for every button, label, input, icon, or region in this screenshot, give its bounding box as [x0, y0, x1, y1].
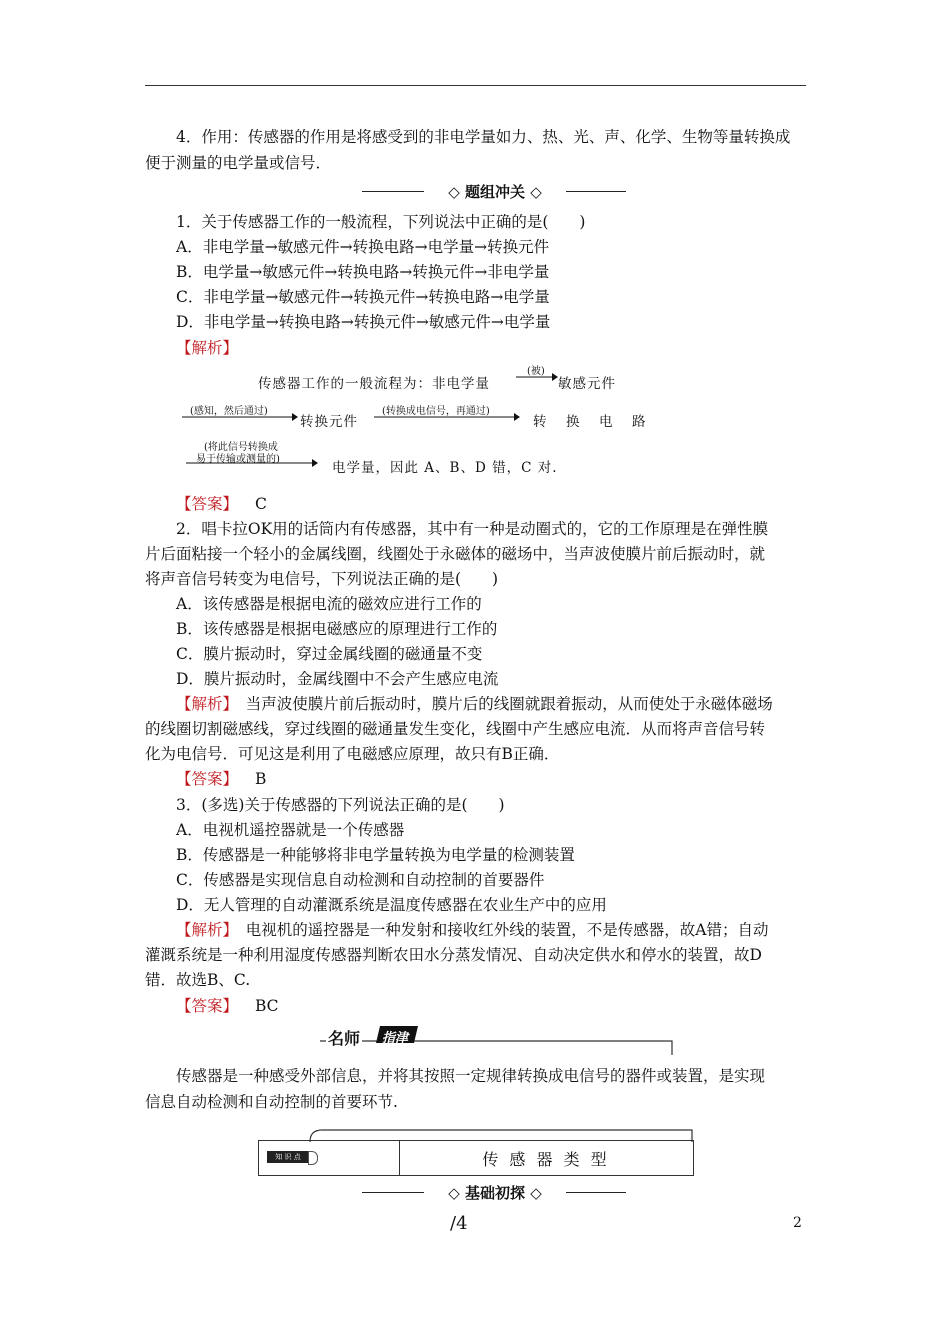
q3-option-a: A．电视机遥控器就是一个传感器: [176, 821, 405, 839]
p4-line2: 便于测量的电学量或信号．: [145, 154, 332, 172]
teacher-tip-banner: [318, 1023, 678, 1057]
q2-option-d: D．膜片振动时，金属线圈中不会产生感应电流: [176, 670, 499, 688]
flow-arrow-2: [182, 410, 298, 424]
tip-label-2: 指津: [382, 1031, 409, 1046]
flow-line1-text: 传感器工作的一般流程为：非电学量: [258, 376, 490, 392]
q2-analysis-label: 【解析】: [176, 695, 231, 713]
q1-answer-label: 【答案】: [176, 495, 239, 513]
flow-line2-end: 转 换 电 路: [533, 414, 649, 430]
q2-analysis-line1: [176, 694, 773, 714]
q3-analysis-label: 【解析】: [176, 921, 231, 939]
p4-line1: 4．作用：传感器的作用是将感受到的非电学量如力、热、光、声、化学、生物等量转换成: [176, 128, 791, 146]
q1-answer-value: C: [254, 495, 267, 513]
q3-option-c: C．传感器是实现信息自动检测和自动控制的首要器件: [176, 871, 545, 889]
q2-stem-line2: 片后面粘接一个轻小的金属线圈，线圈处于永磁体的磁场中，当声波使膜片前后振动时，就: [145, 545, 766, 563]
flow-line2-mid: 转换元件: [300, 414, 358, 430]
section-title-2: ◇ 基础初探 ◇: [448, 1184, 542, 1202]
q3-answer-label: 【答案】: [176, 997, 239, 1015]
tip-line1: 传感器是一种感受外部信息，并将其按照一定规律转换成电信号的器件或装置，是实现: [176, 1067, 766, 1085]
knowledge-box: [258, 1140, 694, 1176]
q3-analysis-line2: 灌溉系统是一种利用湿度传感器判断农田水分蒸发情况、自动决定供水和停水的装置，故D: [145, 946, 762, 964]
q3-stem: 3．(多选)关于传感器的下列说法正确的是( ): [176, 796, 505, 814]
q2-answer: [176, 769, 266, 789]
footer-page-number: 2: [793, 1215, 802, 1231]
flow-line1-end: 敏感元件: [558, 376, 616, 392]
flow-line3-note-b: 易于传输或测量的): [196, 454, 280, 465]
tag-tab-icon: [308, 1151, 318, 1165]
q3-analysis-line3: 错．故选B、C.: [145, 971, 251, 989]
tip-line2: 信息自动检测和自动控制的首要环节.: [145, 1093, 398, 1111]
section-heading-practice: [362, 181, 626, 203]
q3-option-b: B．传感器是一种能够将非电学量转换为电学量的检测装置: [176, 846, 575, 864]
flow-line1-note: (被): [527, 366, 545, 377]
q1-option-c: C．非电学量→敏感元件→转换元件→转换电路→电学量: [176, 288, 550, 306]
q1-answer: [176, 494, 267, 514]
flow-line3-end: 电学量，因此 A、B、D 错，C 对.: [332, 460, 558, 476]
q1-option-a: A．非电学量→敏感元件→转换电路→电学量→转换元件: [176, 238, 550, 256]
q3-analysis-text1: 电视机的遥控器是一种发射和接收红外线的装置，不是传感器，故A错；自动: [230, 921, 769, 939]
q3-answer: [176, 996, 279, 1016]
knowledge-tag: 知 识 点: [267, 1151, 309, 1163]
q1-option-b: B．电学量→敏感元件→转换电路→转换元件→非电学量: [176, 263, 550, 281]
q2-answer-value: B: [254, 770, 267, 788]
flow-line2-note1: (感知，然后通过): [190, 406, 268, 417]
section-title: ◇ 题组冲关 ◇: [448, 183, 542, 201]
q2-analysis-line3: 化为电信号．可见这是利用了电磁感应原理，故只有B正确．: [145, 745, 560, 763]
banner-frame: [318, 1023, 678, 1057]
knowledge-tag-cell: [259, 1141, 400, 1175]
q2-option-a: A．该传感器是根据电流的磁效应进行工作的: [176, 595, 482, 613]
q1-option-d: D．非电学量→转换电路→转换元件→敏感元件→电学量: [176, 313, 551, 331]
header-rule: [145, 85, 806, 86]
q2-stem-line3: 将声音信号转变为电信号，下列说法正确的是( ): [145, 570, 499, 588]
q3-option-d: D．无人管理的自动灌溉系统是温度传感器在农业生产中的应用: [176, 896, 607, 914]
section-heading-basics: [362, 1182, 626, 1204]
q2-option-c: C．膜片振动时，穿过金属线圈的磁通量不变: [176, 645, 483, 663]
q3-analysis-line1: [176, 920, 768, 940]
q2-analysis-text1: 当声波使膜片前后振动时，膜片后的线圈就跟着振动，从而使处于永磁体磁场: [230, 695, 773, 713]
tip-label-1: 名师: [326, 1026, 362, 1049]
knowledge-title: 传 感 器 类 型: [482, 1150, 610, 1169]
q2-stem-line1: 2．唱卡拉OK用的话筒内有传感器，其中有一种是动圈式的，它的工作原理是在弹性膜: [176, 520, 769, 538]
q1-stem: 1．关于传感器工作的一般流程，下列说法中正确的是( ): [176, 213, 586, 231]
flow-line2-note2: (转换成电信号，再通过): [382, 406, 490, 417]
q2-option-b: B．该传感器是根据电磁感应的原理进行工作的: [176, 620, 498, 638]
flow-line3-note-a: (将此信号转换成: [204, 442, 278, 453]
q3-answer-value: BC: [254, 997, 279, 1015]
q2-answer-label: 【答案】: [176, 770, 239, 788]
q1-analysis-label: 【解析】: [176, 339, 239, 357]
q2-analysis-line2: 的线圈切割磁感线，穿过线圈的磁通量发生变化，线圈中产生感应电流．从而将声音信号转: [145, 720, 766, 738]
flow-arrow-4: [186, 456, 318, 470]
flow-arrow-1: [516, 370, 558, 384]
footer-page-total: /4: [450, 1213, 468, 1234]
flow-arrow-3: [374, 410, 520, 424]
